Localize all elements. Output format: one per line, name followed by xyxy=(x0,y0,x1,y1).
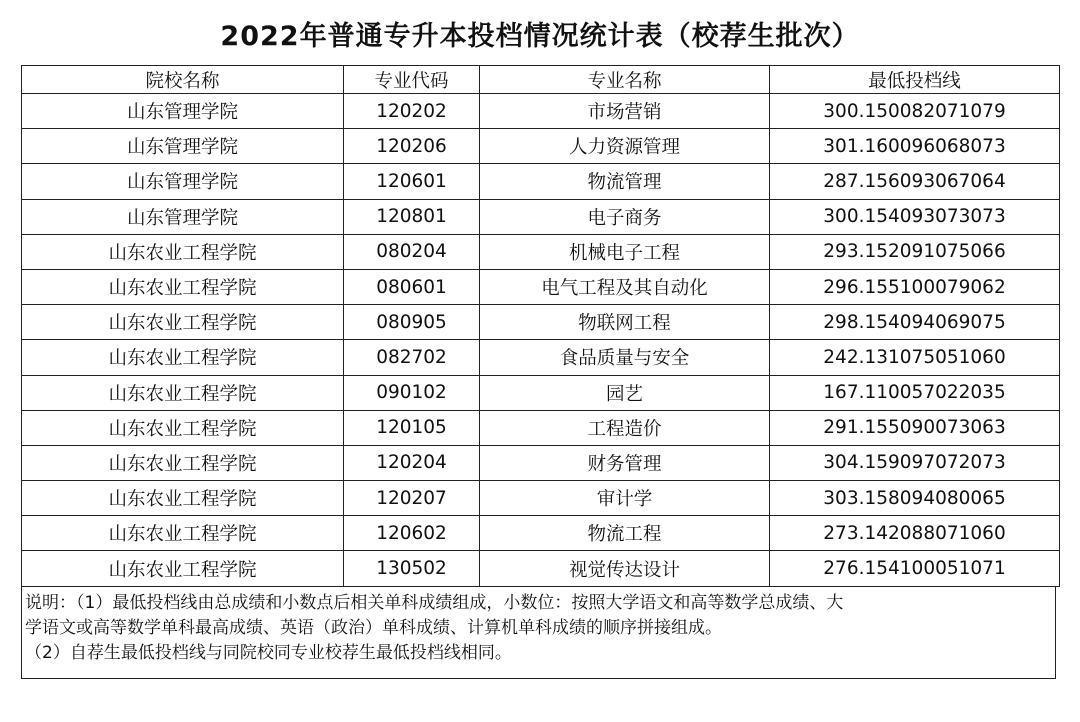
major-name-cell: 审计学 xyxy=(480,481,770,516)
major-code-cell: 120207 xyxy=(344,481,480,516)
header-major-name: 专业名称 xyxy=(480,66,770,94)
major-code-cell: 120602 xyxy=(344,516,480,551)
major-code-cell: 120206 xyxy=(344,129,480,164)
school-name-cell: 山东农业工程学院 xyxy=(22,410,344,445)
major-code-cell: 130502 xyxy=(344,551,480,586)
major-code-cell: 120601 xyxy=(344,164,480,199)
table-row xyxy=(22,199,1060,234)
note-line-1: 说明：（1）最低投档线由总成绩和小数点后相关单科成绩组成，小数位：按照大学语文和高等数学总成绩、大 xyxy=(25,592,844,613)
school-name-cell: 山东农业工程学院 xyxy=(22,375,344,410)
school-name-cell: 山东管理学院 xyxy=(22,199,344,234)
major-code-cell: 080601 xyxy=(344,269,480,304)
note-line-3: （2）自荐生最低投档线与同院校同专业校荐生最低投档线相同。 xyxy=(25,642,512,663)
major-code-cell: 120204 xyxy=(344,445,480,480)
min-score-cell: 304.159097072073 xyxy=(770,445,1060,480)
major-code-cell: 080204 xyxy=(344,234,480,269)
major-name-cell: 视觉传达设计 xyxy=(480,551,770,586)
table-row xyxy=(22,516,1060,551)
min-score-cell: 276.154100051071 xyxy=(770,551,1060,586)
school-name-cell: 山东农业工程学院 xyxy=(22,305,344,340)
major-name-cell: 财务管理 xyxy=(480,445,770,480)
min-score-cell: 293.152091075066 xyxy=(770,234,1060,269)
min-score-cell: 291.155090073063 xyxy=(770,410,1060,445)
school-name-cell: 山东管理学院 xyxy=(22,129,344,164)
major-name-cell: 机械电子工程 xyxy=(480,234,770,269)
table-row xyxy=(22,445,1060,480)
school-name-cell: 山东农业工程学院 xyxy=(22,481,344,516)
major-name-cell: 人力资源管理 xyxy=(480,129,770,164)
major-code-cell: 120801 xyxy=(344,199,480,234)
min-score-cell: 300.150082071079 xyxy=(770,94,1060,129)
major-name-cell: 食品质量与安全 xyxy=(480,340,770,375)
table-row xyxy=(22,164,1060,199)
table-row xyxy=(22,410,1060,445)
school-name-cell: 山东农业工程学院 xyxy=(22,516,344,551)
major-name-cell: 电气工程及其自动化 xyxy=(480,269,770,304)
table-body xyxy=(22,94,1060,587)
school-name-cell: 山东农业工程学院 xyxy=(22,234,344,269)
admission-table xyxy=(21,65,1060,587)
min-score-cell: 296.155100079062 xyxy=(770,269,1060,304)
school-name-cell: 山东农业工程学院 xyxy=(22,551,344,586)
school-name-cell: 山东农业工程学院 xyxy=(22,445,344,480)
page-title: 2022年普通专升本投档情况统计表（校荐生批次） xyxy=(220,21,860,52)
min-score-cell: 298.154094069075 xyxy=(770,305,1060,340)
major-code-cell: 120202 xyxy=(344,94,480,129)
min-score-cell: 301.160096068073 xyxy=(770,129,1060,164)
min-score-cell: 242.131075051060 xyxy=(770,340,1060,375)
min-score-cell: 303.158094080065 xyxy=(770,481,1060,516)
table-row xyxy=(22,129,1060,164)
table-row xyxy=(22,94,1060,129)
note-line-2: 学语文或高等数学单科最高成绩、英语（政治）单科成绩、计算机单科成绩的顺序拼接组成。 xyxy=(25,617,722,638)
table-row xyxy=(22,269,1060,304)
header-school-name: 院校名称 xyxy=(22,66,344,94)
min-score-cell: 167.110057022035 xyxy=(770,375,1060,410)
min-score-cell: 287.156093067064 xyxy=(770,164,1060,199)
major-code-cell: 082702 xyxy=(344,340,480,375)
header-min-score: 最低投档线 xyxy=(770,66,1060,94)
major-name-cell: 物联网工程 xyxy=(480,305,770,340)
table-row xyxy=(22,234,1060,269)
major-name-cell: 市场营销 xyxy=(480,94,770,129)
table-row xyxy=(22,305,1060,340)
min-score-cell: 300.154093073073 xyxy=(770,199,1060,234)
major-code-cell: 120105 xyxy=(344,410,480,445)
school-name-cell: 山东农业工程学院 xyxy=(22,340,344,375)
school-name-cell: 山东农业工程学院 xyxy=(22,269,344,304)
table-row xyxy=(22,375,1060,410)
major-name-cell: 工程造价 xyxy=(480,410,770,445)
school-name-cell: 山东管理学院 xyxy=(22,164,344,199)
admission-table-container xyxy=(21,65,1059,679)
table-row xyxy=(22,481,1060,516)
major-name-cell: 电子商务 xyxy=(480,199,770,234)
major-name-cell: 物流工程 xyxy=(480,516,770,551)
school-name-cell: 山东管理学院 xyxy=(22,94,344,129)
table-header-row xyxy=(22,66,1060,94)
header-major-code: 专业代码 xyxy=(344,66,480,94)
notes-section xyxy=(21,587,1056,679)
min-score-cell: 273.142088071060 xyxy=(770,516,1060,551)
major-code-cell: 080905 xyxy=(344,305,480,340)
table-row xyxy=(22,551,1060,586)
major-name-cell: 物流管理 xyxy=(480,164,770,199)
major-code-cell: 090102 xyxy=(344,375,480,410)
major-name-cell: 园艺 xyxy=(480,375,770,410)
table-row xyxy=(22,340,1060,375)
